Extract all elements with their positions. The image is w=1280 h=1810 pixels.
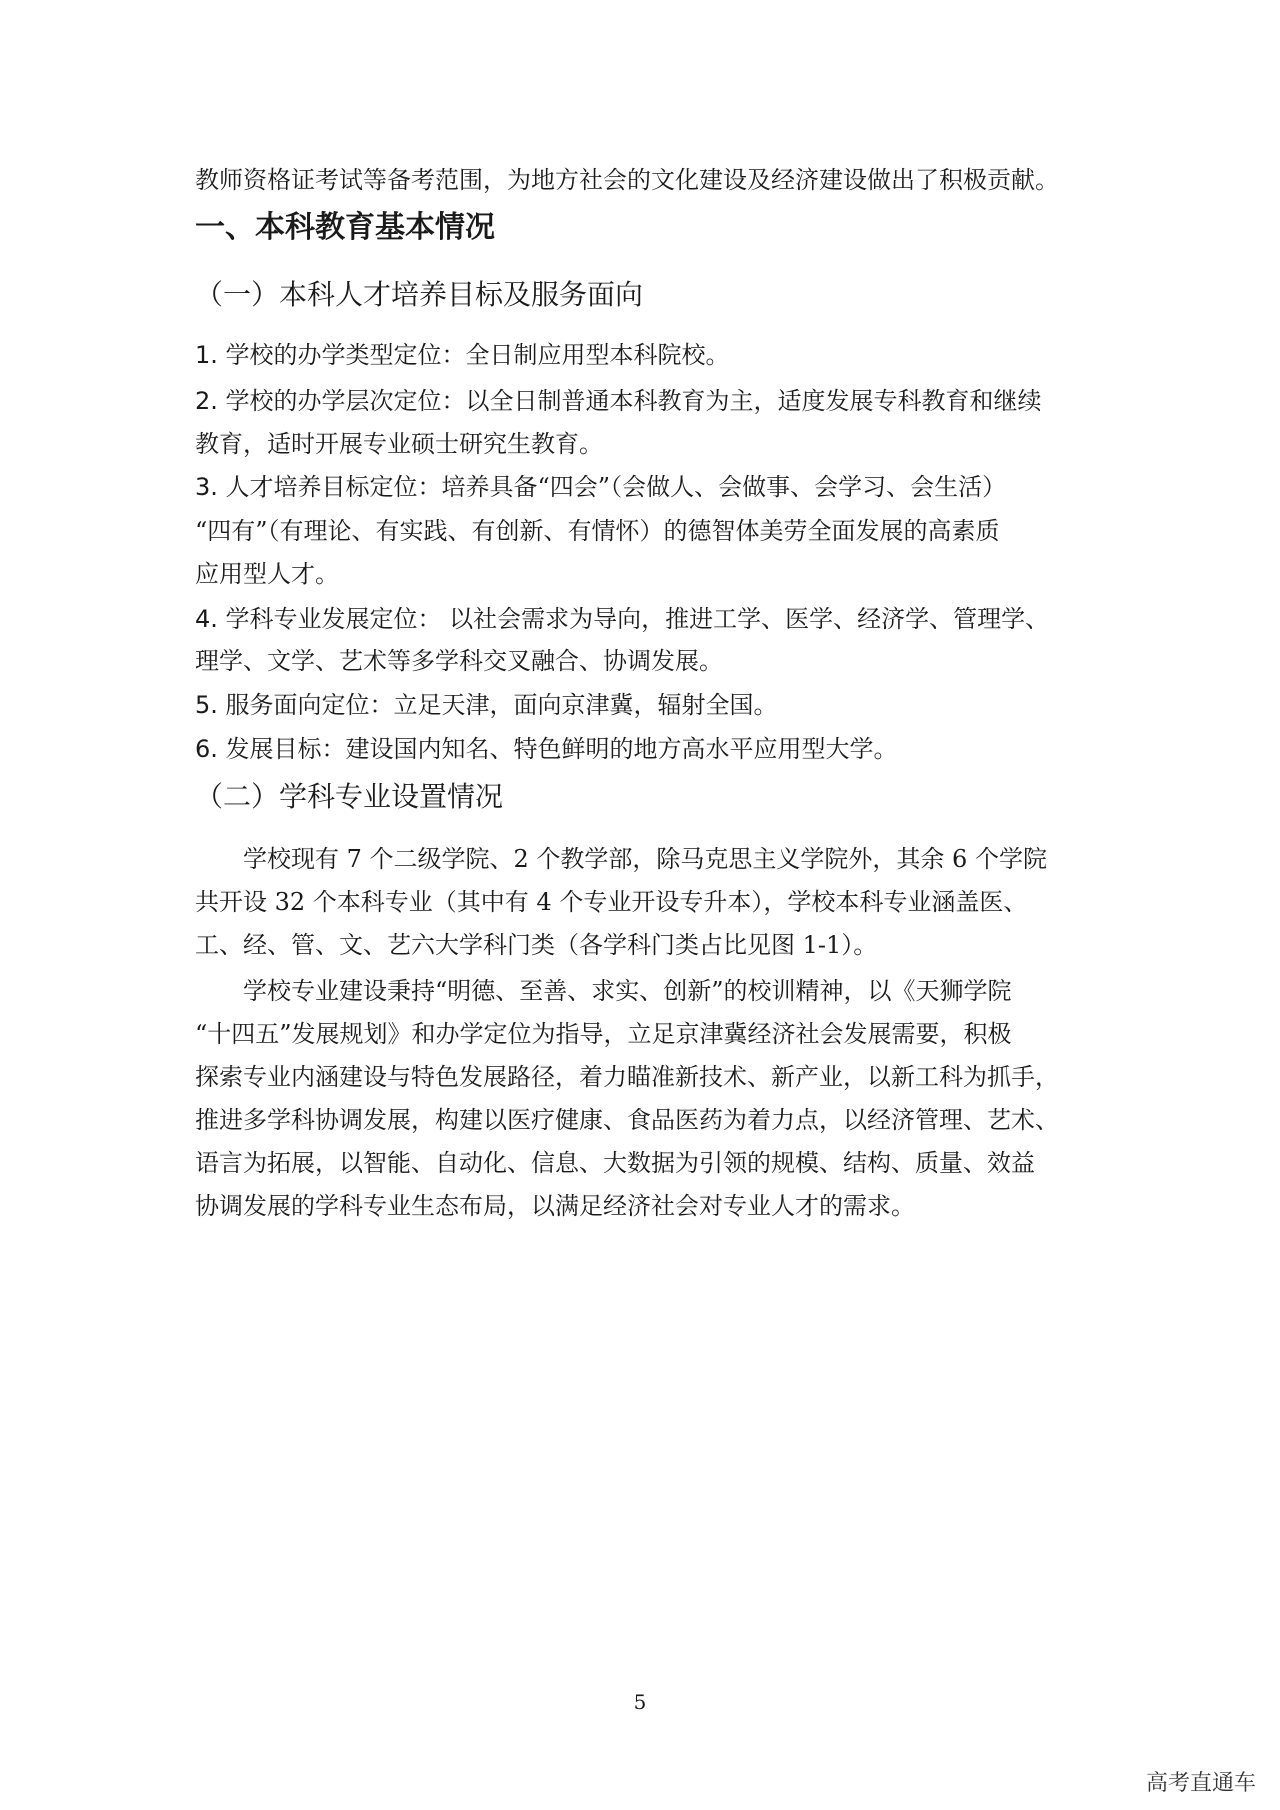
paragraph-line: 学校专业建设秉持“明德、至善、求实、创新”的校训精神，以《天狮学院 [243, 977, 1012, 1005]
item-continuation: “四有”（有理论、有实践、有创新、有情怀）的德智体美劳全面发展的高素质 [195, 517, 1000, 545]
paragraph-line: 协调发展的学科专业生态布局，以满足经济社会对专业人才的需求。 [195, 1192, 915, 1220]
item-continuation: 理学、文学、艺术等多学科交叉融合、协调发展。 [195, 647, 723, 675]
list-item [195, 733, 1095, 765]
list-item [195, 689, 1095, 721]
list-item [195, 471, 1095, 503]
paragraph-line: 工、经、管、文、艺六大学科门类（各学科门类占比见图 1-1）。 [195, 931, 878, 959]
item-lead: 3. 人才培养目标定位： [195, 473, 442, 501]
subsection-title-2: （二）学科专业设置情况 [195, 780, 504, 813]
list-item [195, 339, 1095, 371]
intro-line: 教师资格证考试等备考范围，为地方社会的文化建设及经济建设做出了积极贡献。 [195, 166, 1059, 194]
page-number: 5 [633, 1690, 647, 1714]
item-text: 以全日制普通本科教育为主，适度发展专科教育和继续 [465, 387, 1042, 415]
watermark-text: 高考直通车 [1145, 1771, 1256, 1796]
item-text: 立足天津，面向京津冀，辐射全国。 [393, 691, 778, 719]
item-lead: 4. 学科专业发展定位： [195, 605, 442, 633]
paragraph-line: “十四五”发展规划》和办学定位为指导，立足京津冀经济社会发展需要，积极 [195, 1020, 1012, 1048]
paragraph-line: 探索专业内涵建设与特色发展路径，着力瞄准新技术、新产业，以新工科为抓手， [195, 1063, 1059, 1091]
item-text: 建设国内知名、特色鲜明的地方高水平应用型大学。 [345, 735, 898, 763]
list-item [195, 385, 1095, 417]
paragraph-line: 共开设 32 个本科专业（其中有 4 个专业开设专升本），学校本科专业涵盖医、 [195, 888, 1028, 916]
item-lead: 6. 发展目标： [195, 735, 346, 763]
item-continuation: 教育，适时开展专业硕士研究生教育。 [195, 430, 603, 458]
item-text: 全日制应用型本科院校。 [465, 341, 730, 369]
subsection-title-1: （一）本科人才培养目标及服务面向 [195, 278, 644, 311]
item-lead: 5. 服务面向定位： [195, 691, 394, 719]
paragraph-line: 推进多学科协调发展，构建以医疗健康、食品医药为着力点，以经济管理、艺术、 [195, 1106, 1059, 1134]
section-title: 一、本科教育基本情况 [195, 210, 495, 245]
item-continuation: 应用型人才。 [195, 560, 339, 588]
list-item [195, 603, 1095, 635]
paragraph-line: 学校现有 7 个二级学院、2 个教学部，除马克思主义学院外，其余 6 个学院 [243, 845, 1047, 873]
item-text: 培养具备“四会”（会做人、会做事、会学习、会生活） [441, 473, 1007, 501]
item-lead: 1. 学校的办学类型定位： [195, 341, 466, 369]
item-text: 以社会需求为导向，推进工学、医学、经济学、管理学、 [441, 605, 1050, 633]
item-lead: 2. 学校的办学层次定位： [195, 387, 466, 415]
paragraph-line: 语言为拓展，以智能、自动化、信息、大数据为引领的规模、结构、质量、效益 [195, 1149, 1035, 1177]
